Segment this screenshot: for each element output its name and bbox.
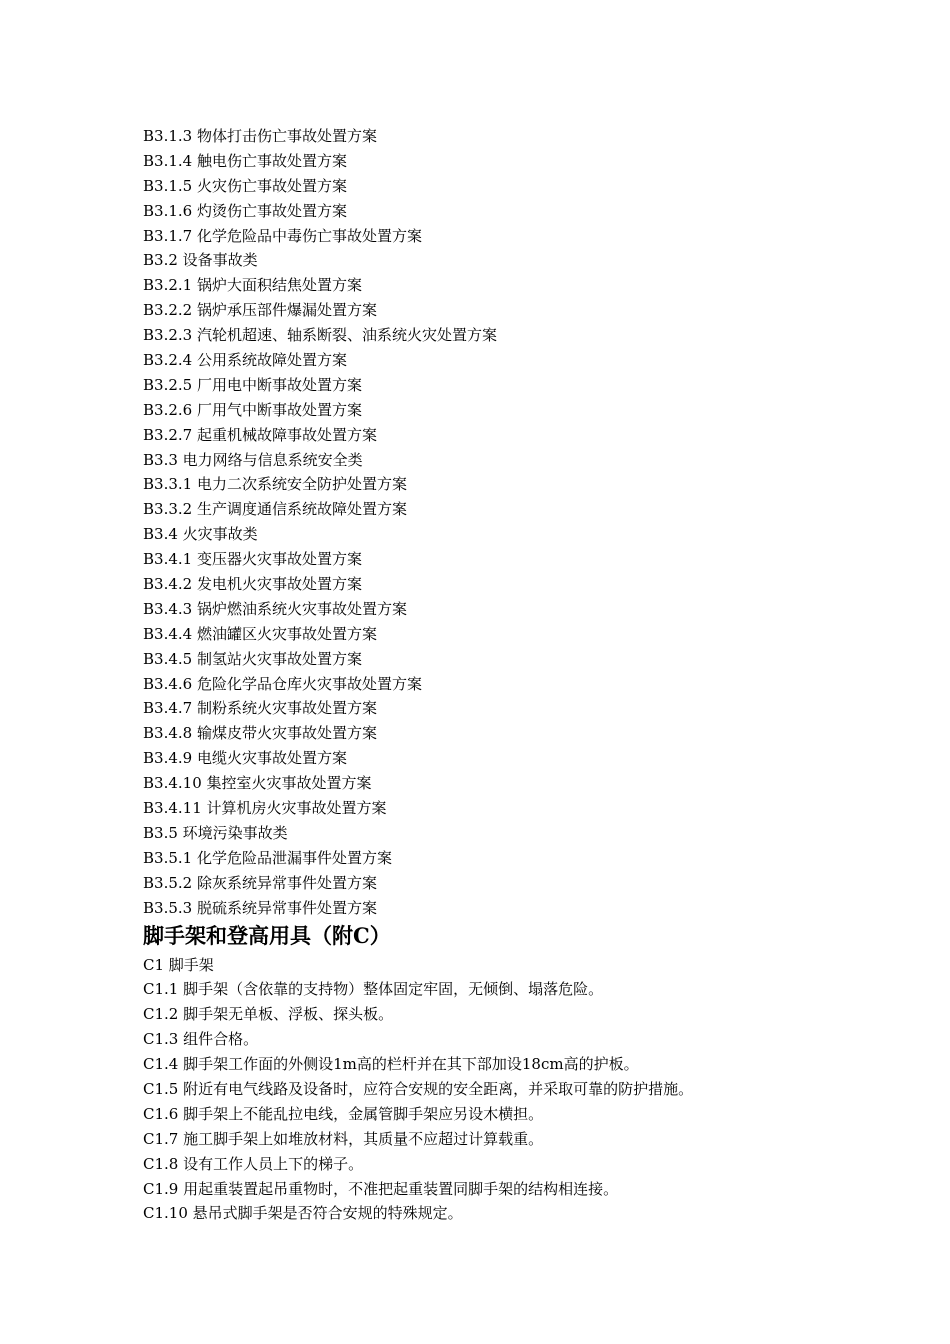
list-item: C1.1 脚手架（含依靠的支持物）整体固定牢固，无倾倒、塌落危险。	[143, 980, 604, 999]
list-item: B3.1.4 触电伤亡事故处置方案	[143, 151, 347, 170]
list-item: C1.8 设有工作人员上下的梯子。	[143, 1154, 364, 1173]
document-page	[143, 124, 913, 1226]
list-item: B3.2.3 汽轮机超速、轴系断裂、油系统火灾处置方案	[143, 326, 497, 345]
list-item: B3.4.4 燃油罐区火灾事故处置方案	[143, 624, 377, 643]
list-item: B3.4.6 危险化学品仓库火灾事故处置方案	[143, 674, 422, 693]
list-item: B3.5 环境污染事故类	[143, 823, 288, 842]
list-item: B3.4.3 锅炉燃油系统火灾事故处置方案	[143, 599, 407, 618]
list-item: B3.1.7 化学危险品中毒伤亡事故处置方案	[143, 226, 422, 245]
list-item: B3.5.3 脱硫系统异常事件处置方案	[143, 898, 377, 917]
list-item: B3.4.10 集控室火灾事故处置方案	[143, 774, 372, 793]
list-item: B3.4 火灾事故类	[143, 525, 258, 544]
list-item: C1 脚手架	[143, 955, 214, 974]
list-item: B3.4.8 输煤皮带火灾事故处置方案	[143, 724, 377, 743]
list-item: B3.3.1 电力二次系统安全防护处置方案	[143, 475, 407, 494]
list-item: B3.5.1 化学危险品泄漏事件处置方案	[143, 848, 392, 867]
list-item: B3.2 设备事故类	[143, 251, 258, 270]
list-item: B3.4.1 变压器火灾事故处置方案	[143, 550, 362, 569]
list-item: C1.7 施工脚手架上如堆放材料，其质量不应超过计算载重。	[143, 1129, 544, 1148]
list-item: B3.4.9 电缆火灾事故处置方案	[143, 749, 347, 768]
list-item: B3.1.3 物体打击伤亡事故处置方案	[143, 127, 377, 145]
list-item: B3.2.7 起重机械故障事故处置方案	[143, 425, 377, 444]
list-item: B3.2.4 公用系统故障处置方案	[143, 351, 347, 370]
section-heading: 脚手架和登高用具（附C）	[143, 922, 391, 948]
list-item: B3.3 电力网络与信息系统安全类	[143, 450, 363, 469]
list-item: C1.6 脚手架上不能乱拉电线，金属管脚手架应另设木横担。	[143, 1104, 544, 1123]
list-item: C1.10 悬吊式脚手架是否符合安规的特殊规定。	[143, 1204, 463, 1223]
list-item: B3.4.11 计算机房火灾事故处置方案	[143, 799, 387, 818]
list-item: C1.9 用起重装置起吊重物时，不准把起重装置同脚手架的结构相连接。	[143, 1179, 619, 1198]
list-item: B3.2.5 厂用电中断事故处置方案	[143, 375, 362, 394]
list-item: B3.4.5 制氢站火灾事故处置方案	[143, 649, 362, 668]
section-c-list	[143, 953, 913, 1227]
list-item: B3.1.6 灼烫伤亡事故处置方案	[143, 201, 347, 220]
list-item: B3.1.5 火灾伤亡事故处置方案	[143, 176, 347, 195]
list-item: C1.4 脚手架工作面的外侧设1m高的栏杆并在其下部加设18cm高的护板。	[143, 1055, 639, 1074]
list-item: B3.3.2 生产调度通信系统故障处置方案	[143, 500, 407, 519]
list-item: B3.2.1 锅炉大面积结焦处置方案	[143, 276, 362, 295]
section-b-list	[143, 124, 913, 921]
list-item: B3.2.2 锅炉承压部件爆漏处置方案	[143, 301, 377, 320]
list-item: C1.2 脚手架无单板、浮板、探头板。	[143, 1005, 394, 1024]
list-item: B3.5.2 除灰系统异常事件处置方案	[143, 873, 377, 892]
list-item: B3.4.2 发电机火灾事故处置方案	[143, 575, 362, 594]
list-item: C1.3 组件合格。	[143, 1030, 259, 1049]
list-item: B3.4.7 制粉系统火灾事故处置方案	[143, 699, 377, 718]
list-item: C1.5 附近有电气线路及设备时，应符合安规的安全距离，并采取可靠的防护措施。	[143, 1079, 694, 1098]
list-item: B3.2.6 厂用气中断事故处置方案	[143, 400, 362, 419]
